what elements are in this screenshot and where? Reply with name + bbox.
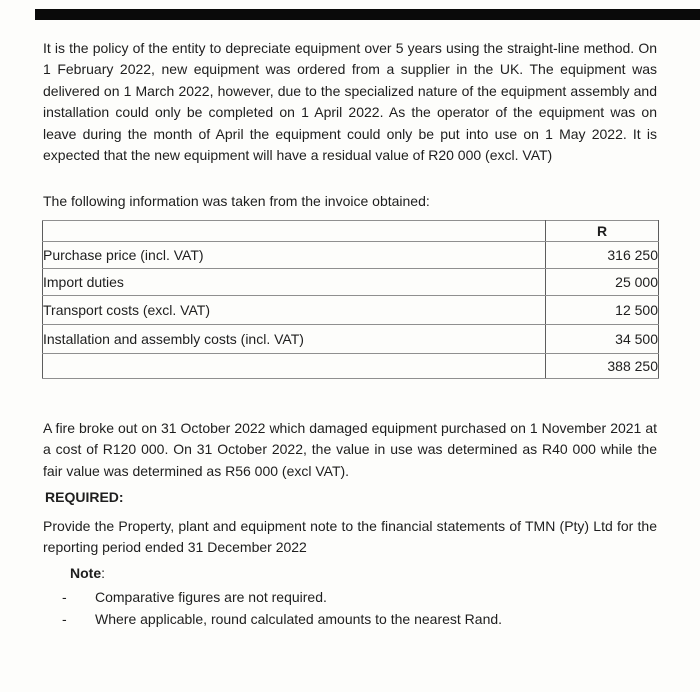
bullet-dash: - — [62, 589, 67, 605]
table-row — [43, 296, 659, 325]
bullet-dash: - — [62, 611, 67, 627]
list-item-text: Comparative figures are not required. — [95, 589, 327, 605]
list-item — [62, 608, 642, 630]
paragraph-fire-damage: A fire broke out on 31 October 2022 which damaged equipment purchased on 1 November 2021 at a cost of R120 000. On 31 October 2022, the value in use was determined as R40 000 while the fair value was determined as R56 000 (excl VAT). — [43, 420, 657, 479]
table-header-description — [43, 221, 546, 242]
row-label: Purchase price (incl. VAT) — [43, 242, 546, 269]
row-amount: 316 250 — [546, 242, 659, 269]
row-label: Import duties — [43, 269, 546, 296]
note-list — [62, 586, 642, 630]
row-amount: 34 500 — [546, 325, 659, 354]
row-label: Installation and assembly costs (incl. VAT) — [43, 325, 546, 354]
row-label: Transport costs (excl. VAT) — [43, 296, 546, 325]
table-row — [43, 269, 659, 296]
note-colon: : — [101, 565, 106, 581]
table-row — [43, 325, 659, 354]
paragraph-depreciation-policy: It is the policy of the entity to depreciate equipment over 5 years using the straight-line method. On 1 February 2022, new equipment was ordered from a supplier in the UK. The equipment was delivered on 1 March 2022, however, due to the specialized nature of the equipment assembly and installation could only be completed on 1 April 2022. As the operator of the equipment was on leave during the month of April the equipment could only be put into use on 1 May 2022. It is expected that the new equipment will have a residual value of R20 000 (excl. VAT) — [43, 40, 657, 164]
list-item — [62, 586, 642, 608]
invoice-intro-text: The following information was taken from the invoice obtained: — [43, 193, 430, 209]
table-total-row — [43, 354, 659, 379]
row-amount: 12 500 — [546, 296, 659, 325]
top-black-bar — [35, 9, 700, 20]
note-label: Note — [70, 565, 102, 581]
list-item-text: Where applicable, round calculated amounts to the nearest Rand. — [95, 611, 503, 627]
note-heading — [70, 563, 105, 584]
row-total-amount: 388 250 — [546, 354, 659, 379]
table-header-amount: R — [546, 221, 659, 242]
required-instruction: Provide the Property, plant and equipment note to the financial statements of TMN (Pty) Ltd for the reporting period ended 31 December 2022 — [43, 518, 657, 556]
row-label — [43, 354, 546, 379]
table-header-row — [43, 221, 659, 242]
required-heading: REQUIRED: — [45, 489, 124, 505]
table-row — [43, 242, 659, 269]
invoice-table — [42, 220, 659, 379]
row-amount: 25 000 — [546, 269, 659, 296]
